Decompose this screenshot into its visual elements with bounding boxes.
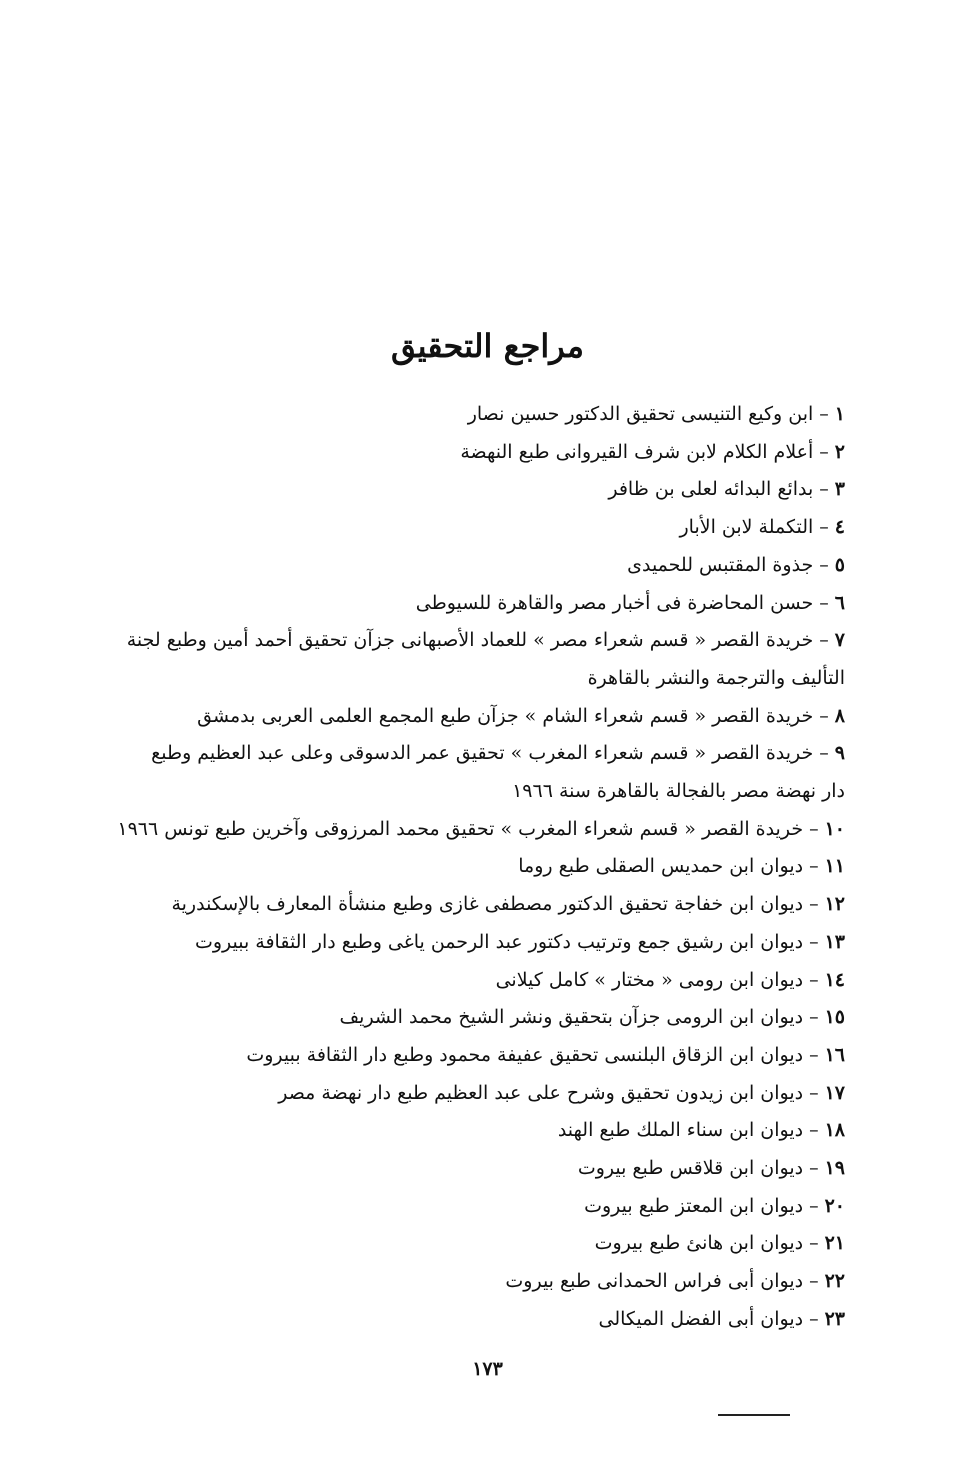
- reference-dash: –: [809, 1307, 819, 1330]
- reference-dash: –: [819, 629, 829, 652]
- reference-dash: –: [809, 1119, 819, 1142]
- reference-text: ديوان ابن المعتز طبع بيروت: [584, 1194, 804, 1217]
- reference-dash: –: [809, 1232, 819, 1255]
- reference-text: ديوان ابن حمديس الصقلى طبع روما: [518, 855, 804, 878]
- reference-text: أعلام الكلام لابن شرف القيروانى طبع النهضة: [460, 440, 814, 463]
- reference-text: ديوان ابن الرومى جزآن بتحقيق ونشر الشيخ محمد الشريف: [339, 1006, 804, 1029]
- reference-dash: –: [819, 704, 829, 727]
- reference-number: ١: [834, 403, 845, 425]
- reference-text: ديوان ابن قلاقس طبع بيروت: [577, 1157, 804, 1180]
- reference-dash: –: [809, 817, 819, 840]
- reference-number: ٢: [834, 440, 845, 463]
- reference-dash: –: [809, 1270, 819, 1293]
- reference-dash: –: [819, 403, 829, 425]
- reference-dash: –: [819, 553, 829, 576]
- reference-number: ٩: [834, 742, 845, 765]
- reference-text: ديوان ابن الزقاق البلنسى تحقيق عفيفة محمود وطبع دار الثقافة ببيروت: [246, 1043, 804, 1066]
- reference-item: [125, 396, 845, 434]
- reference-dash: –: [819, 440, 829, 463]
- reference-text: ديوان ابن رشيق جمع وترتيب دكتور عبد الرحمن ياغى وطبع دار الثقافة ببيروت: [194, 930, 804, 953]
- reference-item: [125, 509, 845, 547]
- reference-item: [125, 471, 845, 509]
- reference-dash: –: [809, 893, 819, 916]
- reference-item: [125, 547, 845, 585]
- reference-text: ديوان ابن هانئ طبع بيروت: [594, 1232, 804, 1255]
- reference-number: ١٦: [824, 1043, 845, 1066]
- footer-rule: [718, 1414, 790, 1416]
- reference-item: [117, 811, 845, 849]
- reference-item: [125, 1150, 845, 1188]
- reference-item: [125, 585, 845, 623]
- reference-number: ٢٢: [824, 1270, 845, 1293]
- reference-item: [125, 1075, 845, 1113]
- reference-number: ٣: [834, 478, 845, 501]
- reference-text: بدائع البدائه لعلى بن ظافر: [608, 478, 814, 501]
- reference-number: ١١: [824, 855, 845, 878]
- reference-item: [125, 1112, 845, 1150]
- reference-number: ٢٠: [824, 1194, 845, 1217]
- reference-dash: –: [819, 516, 829, 539]
- reference-number: ١٤: [824, 968, 845, 991]
- reference-number: ١٥: [824, 1006, 845, 1029]
- reference-number: ٢١: [824, 1232, 845, 1255]
- reference-text: خريدة القصر « قسم شعراء المغرب » تحقيق عمر الدسوقى وعلى عبد العظيم وطبع دار نهضة مصر بالفجالة بالقاهرة سنة ١٩٦٦: [151, 742, 845, 803]
- reference-item: [125, 962, 845, 1000]
- reference-text: ديوان ابن خفاجة تحقيق الدكتور مصطفى غازى وطبع منشأة المعارف بالإسكندرية: [171, 893, 804, 916]
- reference-dash: –: [819, 478, 829, 501]
- reference-item: [125, 848, 845, 886]
- reference-text: خريدة القصر « قسم شعراء مصر » للعماد الأصبهانى جزآن تحقيق أحمد أمين وطبع لجنة التأليف والترجمة والنشر بالقاهرة: [126, 629, 845, 689]
- reference-item: [125, 1225, 845, 1263]
- reference-number: ١٩: [824, 1157, 845, 1180]
- reference-dash: –: [809, 930, 819, 953]
- reference-number: ٨: [834, 704, 845, 727]
- reference-text: التكملة لابن الأبار: [679, 516, 814, 539]
- reference-dash: –: [809, 1081, 819, 1104]
- reference-text: ديوان ابن رومى « مختار » كامل كيلانى: [495, 968, 804, 991]
- page-number: ١٧٣: [472, 1358, 503, 1380]
- reference-dash: –: [819, 591, 829, 614]
- reference-number: ١٠: [824, 817, 845, 840]
- reference-number: ٢٣: [824, 1307, 845, 1330]
- reference-item: [125, 886, 845, 924]
- reference-item: [125, 622, 845, 697]
- reference-number: ٤: [834, 516, 845, 539]
- reference-text: ديوان أبى فراس الحمدانى طبع بيروت: [505, 1270, 804, 1293]
- reference-item: [125, 735, 845, 810]
- reference-text: ديوان ابن زيدون تحقيق وشرح على عبد العظيم طبع دار نهضة مصر: [278, 1081, 804, 1104]
- reference-text: خريدة القصر « قسم شعراء الشام » جزآن طبع المجمع العلمى العربى بدمشق: [197, 704, 814, 727]
- reference-item: [125, 1037, 845, 1075]
- reference-number: ٥: [834, 553, 845, 576]
- reference-number: ١٣: [824, 930, 845, 953]
- reference-dash: –: [819, 742, 829, 765]
- reference-item: [125, 1301, 845, 1339]
- reference-number: ٦: [834, 591, 845, 614]
- reference-number: ١٢: [824, 893, 845, 916]
- reference-item: [125, 1188, 845, 1226]
- reference-item: [125, 434, 845, 472]
- reference-number: ١٨: [824, 1119, 845, 1142]
- reference-number: ٧: [834, 629, 845, 652]
- reference-dash: –: [809, 1043, 819, 1066]
- reference-item: [125, 1263, 845, 1301]
- reference-text: جذوة المقتبس للحميدى: [627, 553, 814, 576]
- reference-dash: –: [809, 1194, 819, 1217]
- reference-text: ابن وكيع التنيسى تحقيق الدكتور حسين نصار: [467, 403, 814, 425]
- reference-text: ديوان ابن سناء الملك طبع الهند: [557, 1119, 804, 1142]
- reference-dash: –: [809, 1157, 819, 1180]
- reference-dash: –: [809, 1006, 819, 1029]
- reference-item: [125, 999, 845, 1037]
- reference-dash: –: [809, 968, 819, 991]
- references-list: [117, 396, 845, 1339]
- reference-number: ١٧: [824, 1081, 845, 1104]
- reference-item: [125, 924, 845, 962]
- reference-text: ديوان أبى الفضل الميكالى: [598, 1307, 804, 1330]
- reference-text: خريدة القصر « قسم شعراء المغرب » تحقيق محمد المرزوقى وآخرين طبع تونس ١٩٦٦: [117, 817, 804, 840]
- page-title: مراجع التحقيق: [390, 327, 585, 365]
- reference-item: [125, 698, 845, 736]
- reference-text: حسن المحاضرة فى أخبار مصر والقاهرة للسيوطى: [415, 591, 814, 614]
- reference-dash: –: [809, 855, 819, 878]
